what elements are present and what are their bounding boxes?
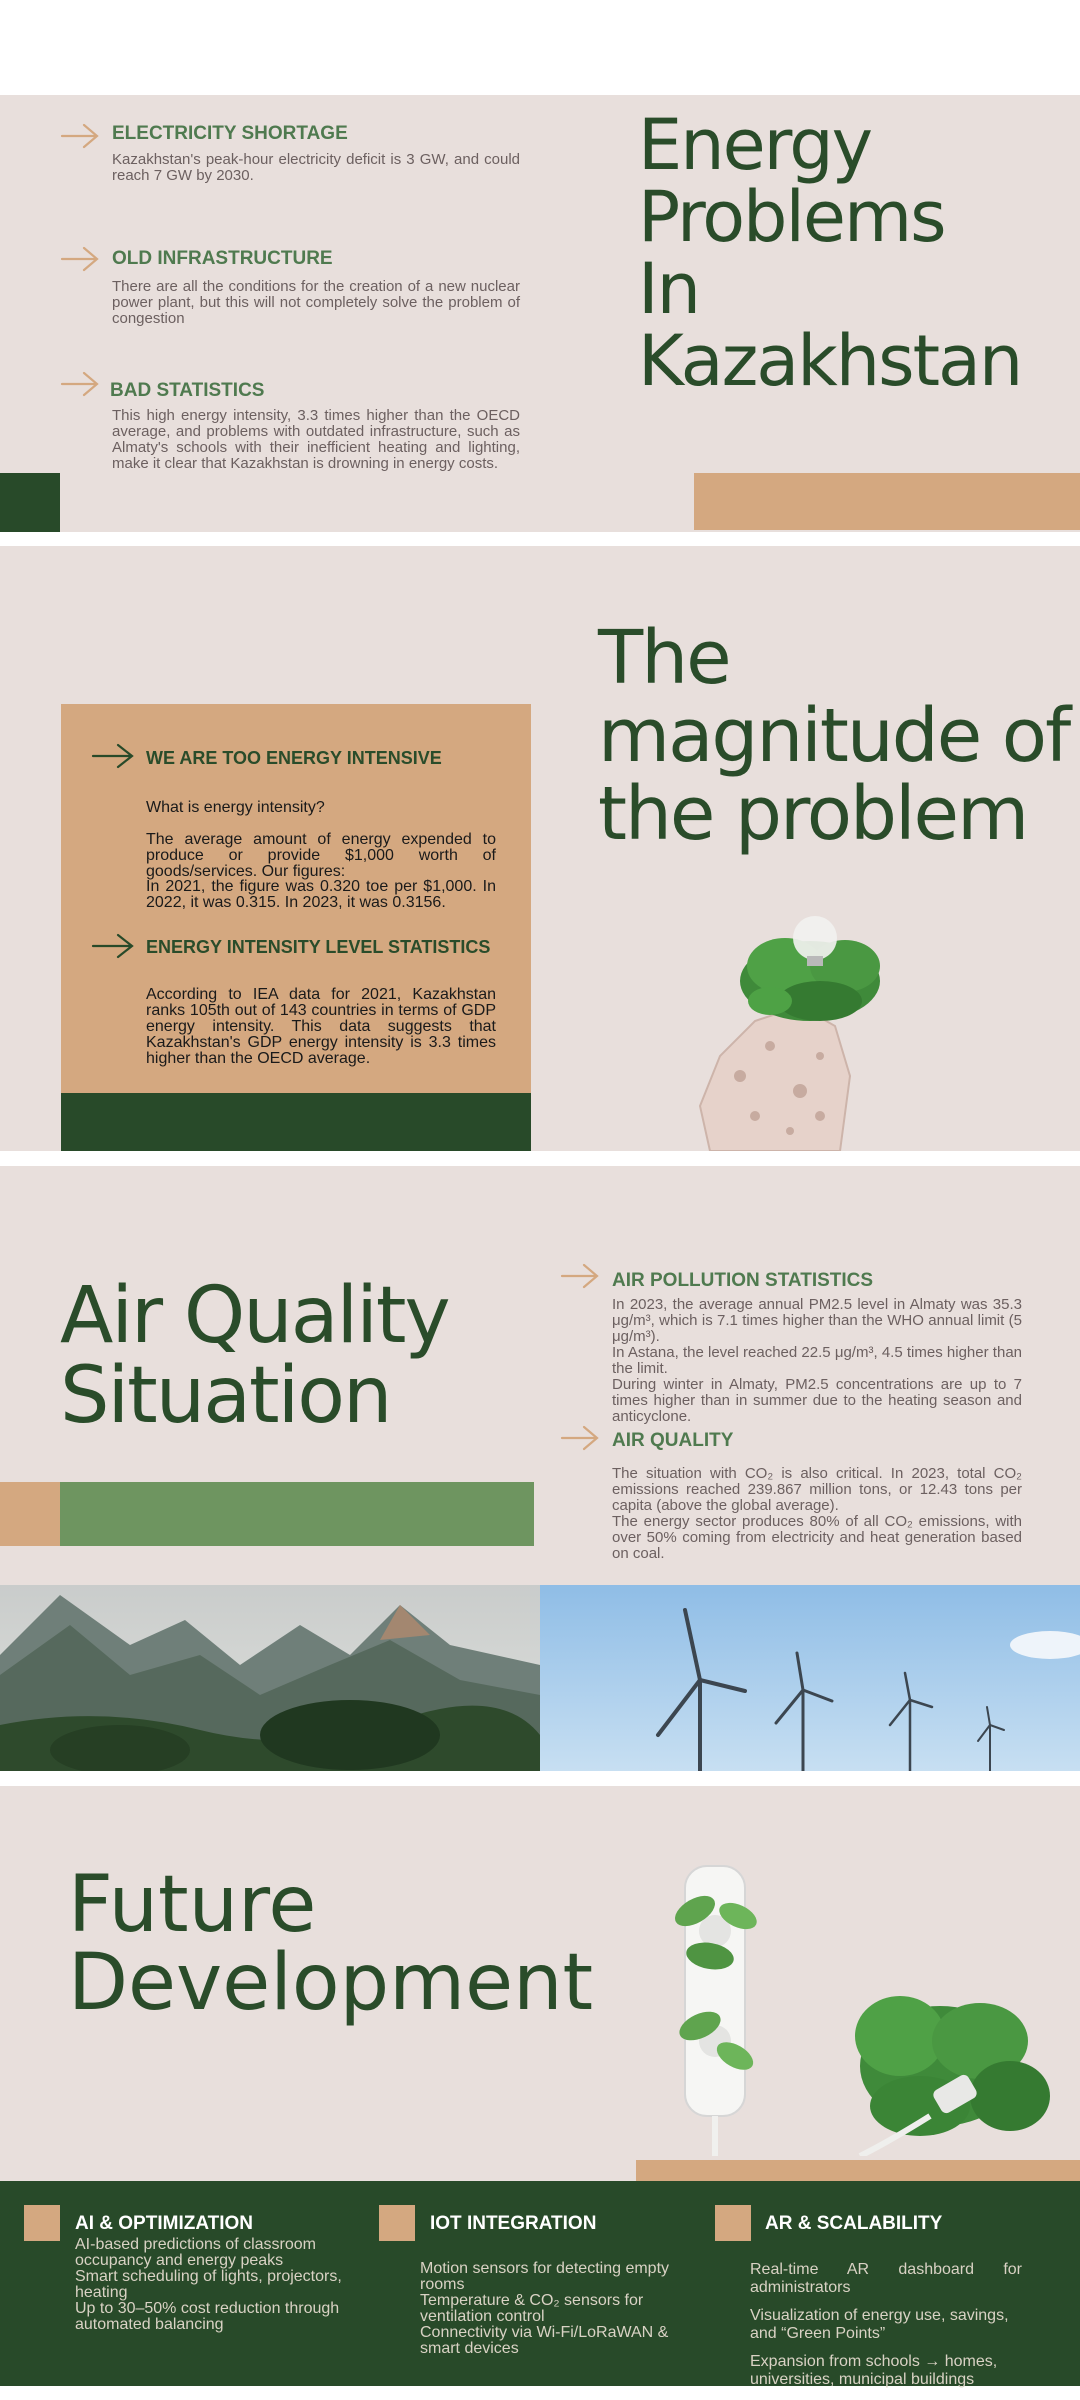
footer-title-ai: AI & OPTIMIZATION — [75, 2213, 254, 2234]
card-question: What is energy intensity? — [146, 799, 325, 816]
arrow-right-icon — [91, 741, 135, 771]
tan-square-icon — [379, 2205, 415, 2241]
wind-turbines-photo — [540, 1585, 1080, 1771]
item-title-electricity-shortage: ELECTRICITY SHORTAGE — [112, 123, 348, 144]
tan-square-icon — [24, 2205, 60, 2241]
mountains-photo — [0, 1585, 540, 1771]
item-title-bad-statistics: BAD STATISTICS — [110, 380, 265, 401]
section-title-magnitude: The magnitude of the problem — [598, 615, 1070, 857]
photo-row — [0, 1585, 1080, 1771]
footer-text-ai: AI-based predictions of classroom occupancy and energy peaks Smart scheduling of lights, projectors, heating Up to 30–50% cost reduction through automated balancing — [75, 2236, 342, 2333]
footer-text-iot: Motion sensors for detecting empty rooms Temperature & CO₂ sensors for ventilation control Connectivity via Wi-Fi/LoRaWAN & smart devices — [420, 2260, 670, 2357]
footer-title-iot: IOT INTEGRATION — [430, 2213, 597, 2234]
footer-title-ar: AR & SCALABILITY — [765, 2213, 943, 2234]
card-definition: The average amount of energy expended to produce or provide $1,000 worth of goods/services. Our figures: — [146, 831, 496, 880]
arrow-right-icon — [60, 122, 100, 150]
section-title-air-quality: Air Quality Situation — [60, 1271, 449, 1441]
item-text-bad-statistics: This high energy intensity, 3.3 times higher than the OECD average, and problems with outdated infrastructure, such as Almaty's schools with their inefficient heating and lighting, make it clear that Kazakhstan is drowning in energy costs. — [112, 407, 520, 472]
mossy-rock-lightbulb-illustration — [660, 906, 940, 1151]
tan-square-icon — [715, 2205, 751, 2241]
card-green-base — [61, 1093, 531, 1151]
arrow-right-icon — [60, 245, 100, 273]
item-text-air-quality: The situation with CO₂ is also critical. In 2023, total CO₂ emissions reached 239.867 million tons, or 12.43 tons per capita (above the global average). The energy sector produces 80% of all CO₂ emissions, with over 50% coming from electricity and heat generation based on coal. — [612, 1465, 1022, 1562]
arrow-right-icon — [60, 370, 100, 398]
card-item-text-intensity-statistics: According to IEA data for 2021, Kazakhstan ranks 105th out of 143 countries in terms of GDP energy intensity. This data suggests that Kazakhstan's GDP energy intensity is 3.3 times higher than the OECD average. — [146, 986, 496, 1067]
section-magnitude — [0, 546, 1080, 1151]
item-text-electricity-shortage: Kazakhstan's peak-hour electricity deficit is 3 GW, and could reach 7 GW by 2030. — [112, 151, 520, 184]
footer-text-ar: Real-time AR dashboard for administrators Visualization of energy use, savings, and “Green Points” Expansion from schools → homes, universities, municipal buildings — [750, 2261, 1022, 2388]
section-title-future: Future Development — [68, 1860, 594, 2028]
green-corner-block — [0, 473, 60, 532]
page-title: Energy Problems In Kazakhstan — [638, 104, 1022, 402]
item-title-air-quality: AIR QUALITY — [612, 1430, 734, 1451]
arrow-right-icon — [91, 931, 135, 961]
tan-accent-block — [0, 1482, 60, 1546]
card-item-title-intensity-statistics: ENERGY INTENSITY LEVEL STATISTICS — [146, 937, 491, 957]
green-accent-bar — [60, 1482, 534, 1546]
arrow-right-icon — [560, 1262, 600, 1290]
section-future-development — [0, 1786, 1080, 2181]
tan-bar-future — [636, 2160, 1080, 2181]
item-title-air-pollution: AIR POLLUTION STATISTICS — [612, 1270, 874, 1291]
arrow-right-icon — [560, 1424, 600, 1452]
section-energy-problems — [0, 95, 1080, 532]
info-card — [61, 704, 531, 1093]
power-strip-plants-illustration — [640, 1856, 790, 2156]
item-title-old-infrastructure: OLD INFRASTRUCTURE — [112, 248, 333, 269]
footer-features — [0, 2181, 1080, 2386]
item-text-old-infrastructure: There are all the conditions for the creation of a new nuclear power plant, but this will not completely solve the problem of congestion — [112, 278, 520, 327]
card-figures: In 2021, the figure was 0.320 toe per $1,000. In 2022, it was 0.315. In 2023, it was 0.3156. — [146, 878, 496, 911]
item-text-air-pollution: In 2023, the average annual PM2.5 level in Almaty was 35.3 μg/m³, which is 7.1 times higher than the WHO annual limit (5 μg/m³). In Astana, the level reached 22.5 μg/m³, 4.5 times higher than the limit. During winter in Almaty, PM2.5 concentrations are up to 7 times higher than in summer due to the heating season and anticyclone. — [612, 1296, 1022, 1425]
section-air-quality — [0, 1166, 1080, 1586]
moss-plug-illustration — [820, 1956, 1070, 2156]
tan-bar — [694, 473, 1080, 530]
card-item-title-energy-intensive: WE ARE TOO ENERGY INTENSIVE — [146, 748, 442, 768]
